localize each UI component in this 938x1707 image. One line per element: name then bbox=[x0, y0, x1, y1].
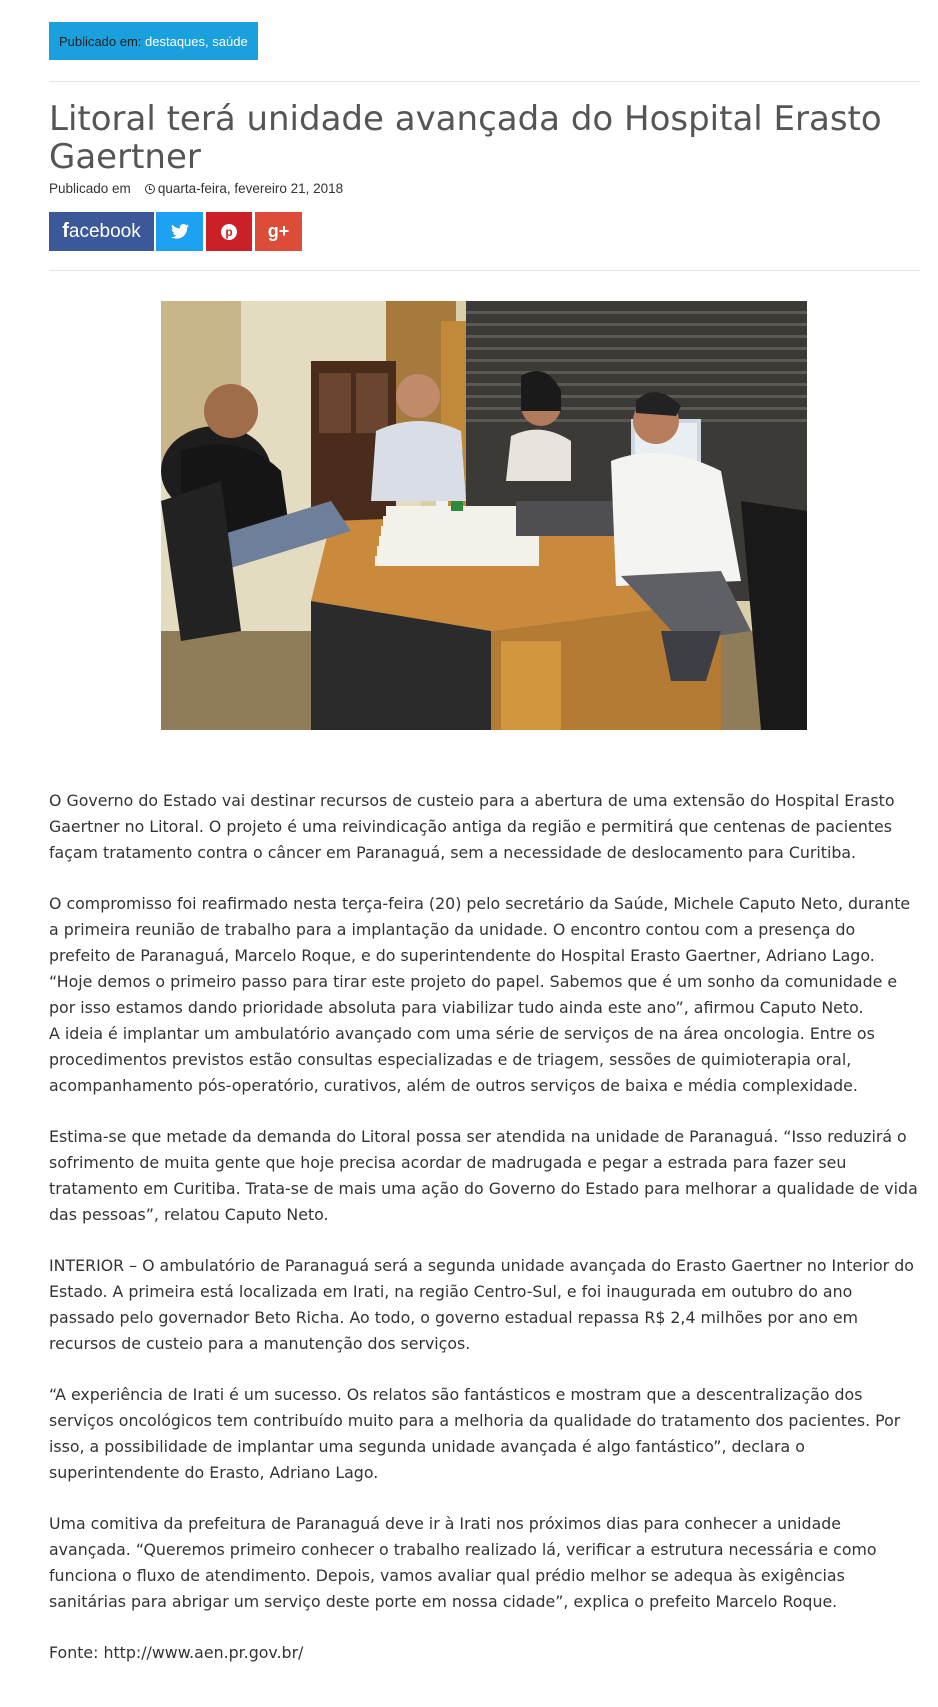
article-body bbox=[49, 788, 920, 1691]
category-link-destaques[interactable]: destaques bbox=[145, 33, 206, 49]
category-link-saude[interactable]: saúde bbox=[212, 33, 248, 49]
category-separator: , bbox=[205, 33, 209, 49]
divider bbox=[49, 81, 920, 82]
divider bbox=[49, 270, 920, 271]
published-date: quarta-feira, fevereiro 21, 2018 bbox=[157, 181, 344, 196]
article-source: Fonte: http://www.aen.pr.gov.br/ bbox=[49, 1643, 304, 1662]
facebook-share-button[interactable] bbox=[49, 212, 154, 251]
pinterest-icon: p bbox=[221, 224, 237, 240]
article-paragraph: INTERIOR – O ambulatório de Paranaguá será a segunda unidade avançada do Erasto Gaertner no Interior do Estado. A primeira está localizada em Irati, na região Centro-Sul, e foi inaugurada em outubro do ano passado pelo governador Beto Richa. Ao todo, o governo estadual repassa R$ 2,4 milhões por ano em recursos de custeio para a manutenção dos serviços. bbox=[49, 1256, 914, 1353]
meeting-photo bbox=[161, 301, 807, 730]
clock-icon bbox=[145, 184, 155, 194]
twitter-icon bbox=[171, 224, 189, 239]
article-paragraph: Estima-se que metade da demanda do Litoral possa ser atendida na unidade de Paranaguá. “Isso reduzirá o sofrimento de muita gente que hoje precisa acordar de madrugada e pegar a estrada para fazer seu tratamento em Curitiba. Trata-se de mais uma ação do Governo do Estado para melhorar a qualidade de vida das pessoas”, relatou Caputo Neto. bbox=[49, 1127, 918, 1224]
article-paragraph: Uma comitiva da prefeitura de Paranaguá deve ir à Irati nos próximos dias para conhecer a unidade avançada. “Queremos primeiro conhecer o trabalho realizado lá, verificar a estrutura necessária e como funciona o fluxo de atendimento. Depois, vamos avaliar qual prédio melhor se adequa às exigências sanitárias para abrigar um serviço deste porte em nossa cidade”, explica o prefeito Marcelo Roque. bbox=[49, 1514, 877, 1611]
facebook-icon: f bbox=[62, 220, 69, 242]
category-badge bbox=[49, 22, 258, 60]
published-label: Publicado em bbox=[49, 181, 131, 196]
pinterest-share-button[interactable] bbox=[206, 212, 252, 251]
google-plus-share-button[interactable] bbox=[255, 212, 302, 251]
article-photo bbox=[161, 301, 807, 730]
facebook-label: acebook bbox=[68, 220, 141, 242]
article-paragraph: O Governo do Estado vai destinar recursos de custeio para a abertura de uma extensão do Hospital Erasto Gaertner no Litoral. O projeto é uma reivindicação antiga da região e permitirá que centenas de pacientes façam tratamento contra o câncer em Paranaguá, sem a necessidade de deslocamento para Curitiba. bbox=[49, 791, 895, 862]
google-plus-icon: g+ bbox=[267, 221, 290, 241]
twitter-share-button[interactable] bbox=[156, 212, 203, 251]
article-paragraph: “A experiência de Irati é um sucesso. Os relatos são fantásticos e mostram que a descentralização dos serviços oncológicos tem contribuído muito para a melhoria da qualidade do tratamento dos pacientes. Por isso, a possibilidade de implantar uma segunda unidade avançada é algo fantástico”, declara o superintendente do Erasto, Adriano Lago. bbox=[49, 1385, 901, 1482]
article-paragraph: O compromisso foi reafirmado nesta terça-feira (20) pelo secretário da Saúde, Michele Caputo Neto, durante a primeira reunião de trabalho para a implantação da unidade. O encontro contou com a presença do prefeito de Paranaguá, Marcelo Roque, e do superintendente do Hospital Erasto Gaertner, Adriano Lago. “Hoje demos o primeiro passo para tirar este projeto do papel. Sabemos que é um sonho da comunidade e por isso estamos dando prioridade absoluta para viabilizar tudo ainda este ano”, afirmou Caputo Neto. bbox=[49, 894, 911, 1017]
article-paragraph: A ideia é implantar um ambulatório avançado com uma série de serviços de na área oncologia. Entre os procedimentos previstos estão consultas especializadas e de triagem, sessões de quimioterapia oral, acompanhamento pós-operatório, curativos, além de outros serviços de baixa e média complexidade. bbox=[49, 1024, 875, 1095]
article-title: Litoral terá unidade avançada do Hospital Erasto Gaertner bbox=[49, 99, 882, 177]
article-meta bbox=[49, 181, 343, 196]
category-prefix: Publicado em: bbox=[59, 33, 142, 49]
